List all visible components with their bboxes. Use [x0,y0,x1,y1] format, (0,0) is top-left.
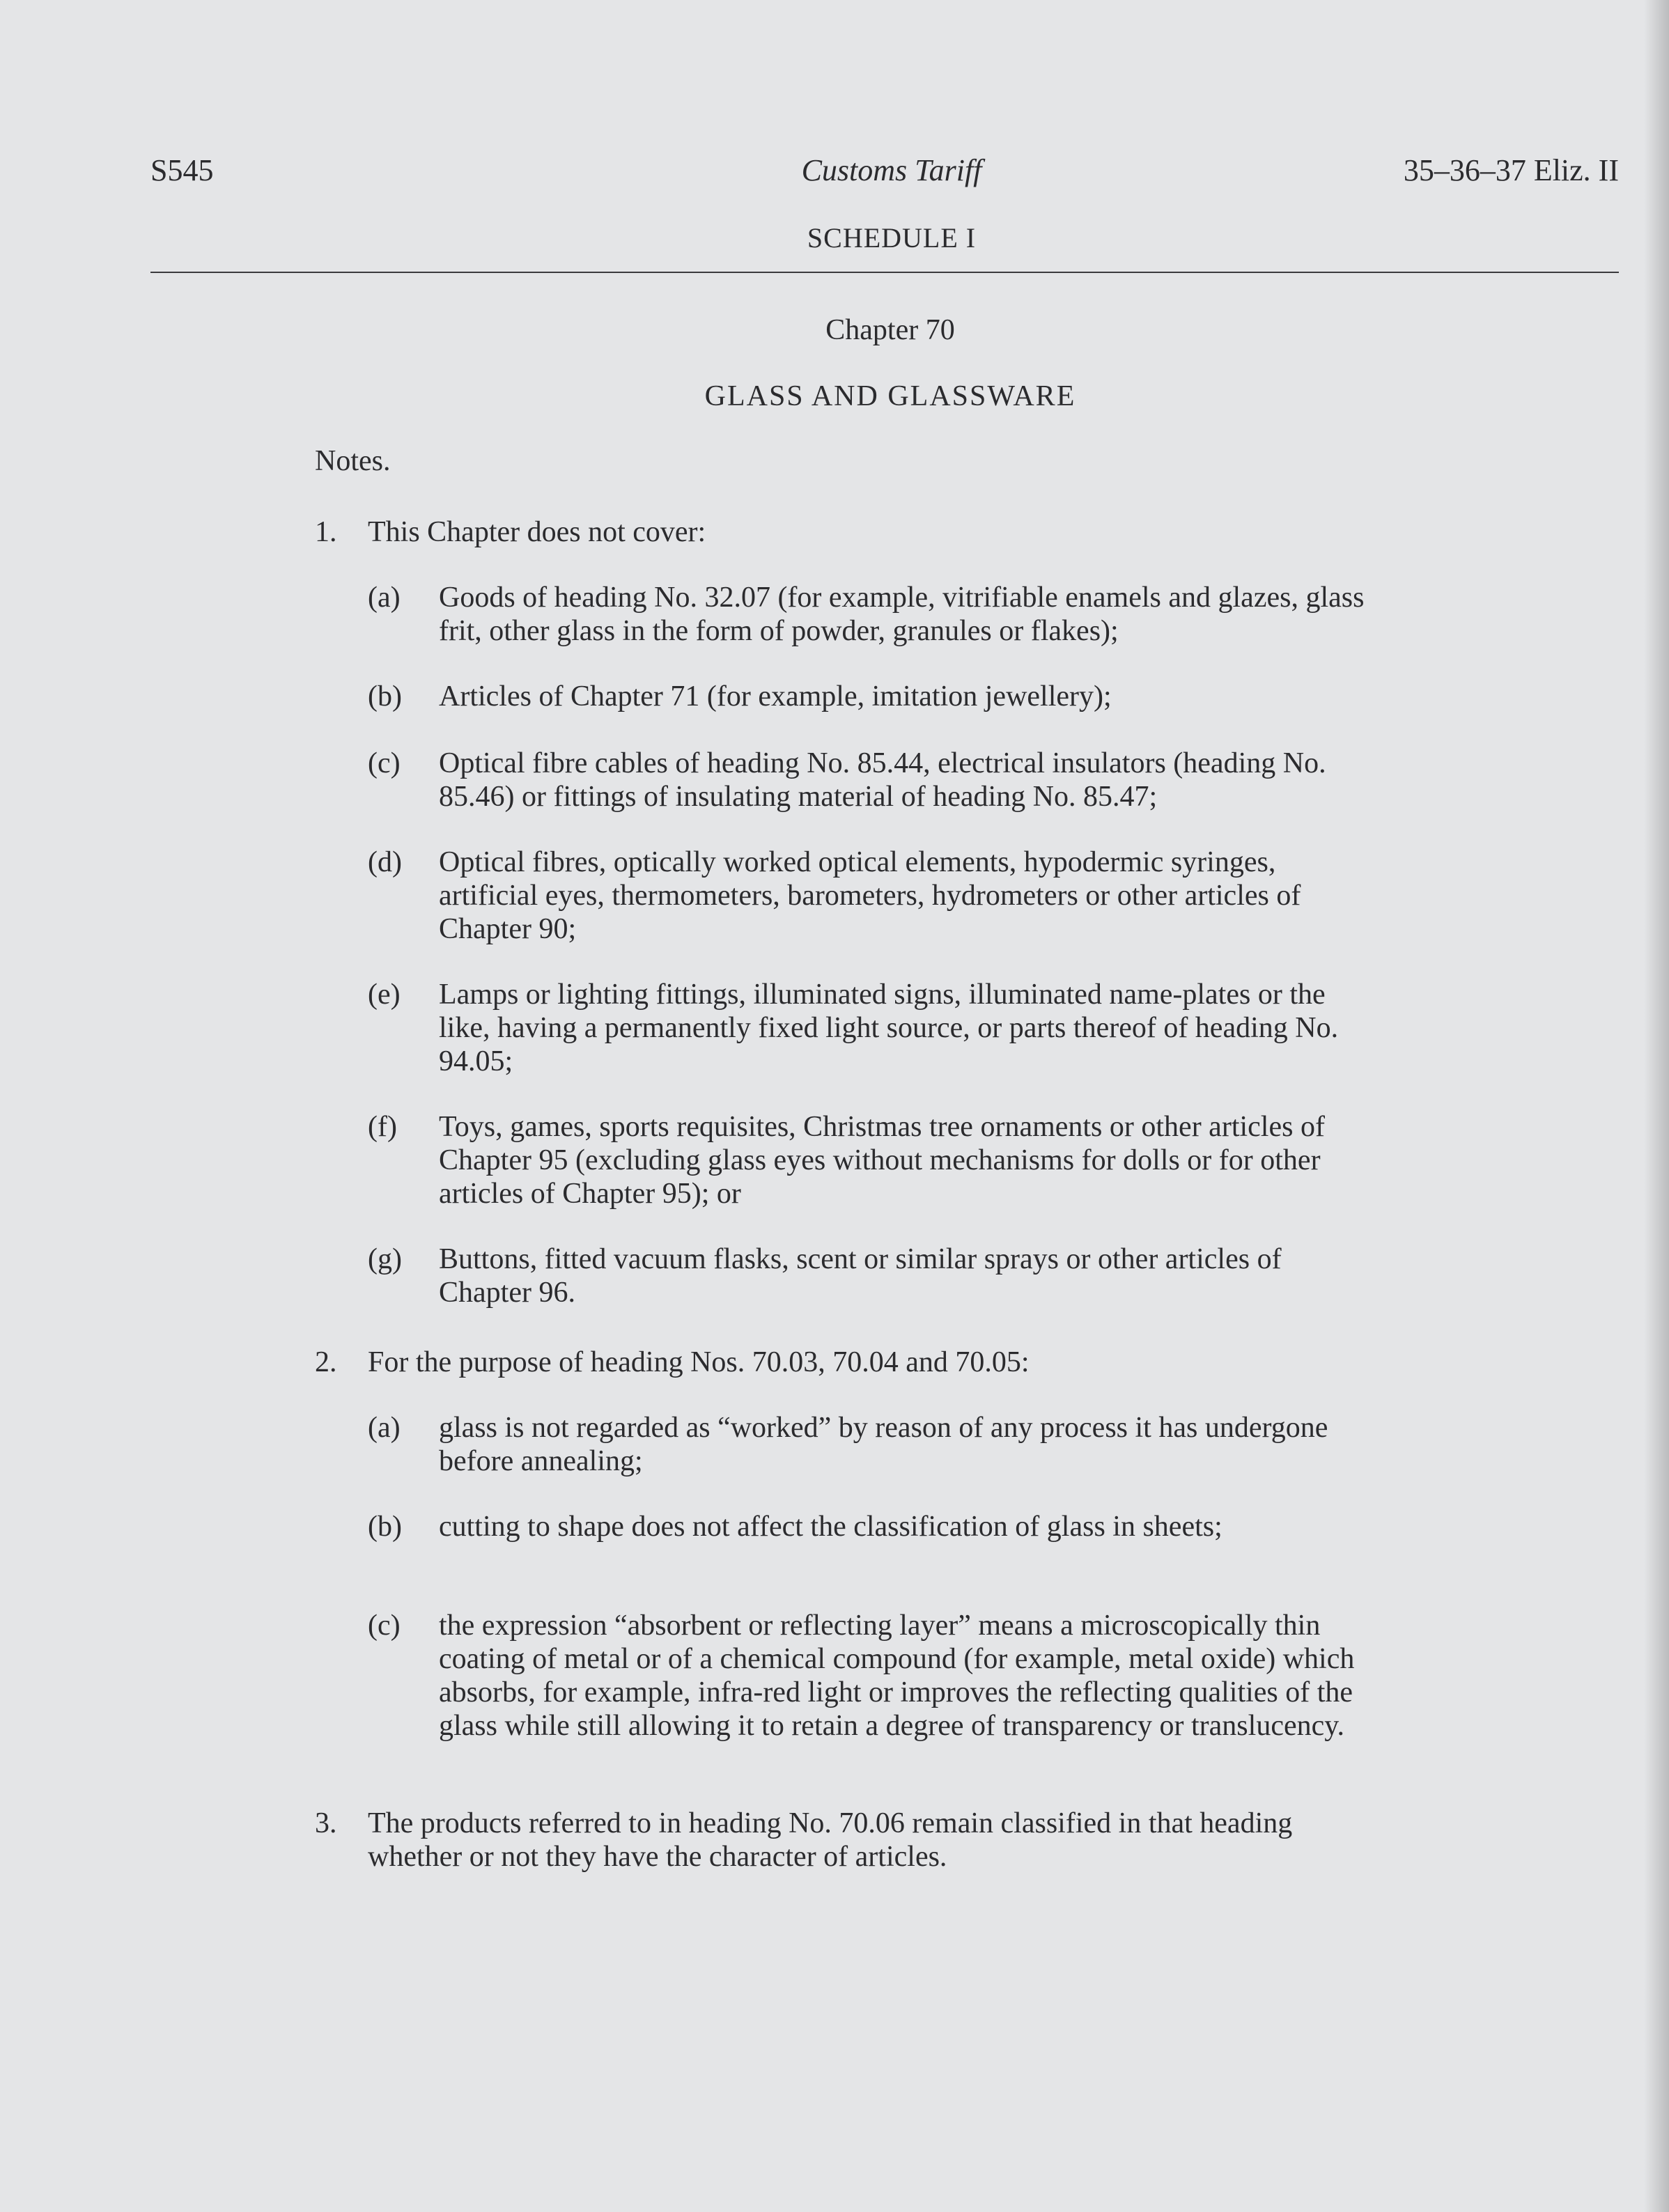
item-line: artificial eyes, thermometers, barometers, hydrometers or other articles of [439,880,1301,912]
chapter-title: GLASS AND GLASSWARE [704,380,1076,412]
item-line: Chapter 95 (excluding glass eyes without mechanisms for dolls or for other [439,1144,1321,1176]
item-line: absorbs, for example, infra-red light or improves the reflecting qualities of the [439,1676,1353,1708]
item-line: like, having a permanently fixed light source, or parts thereof of heading No. [439,1012,1339,1044]
item-line: Goods of heading No. 32.07 (for example, vitrifiable enamels and glazes, glass [439,582,1365,614]
item-line: Toys, games, sports requisites, Christmas tree ornaments or other articles of [439,1111,1325,1143]
item-letter: (a) [368,1412,401,1444]
item-letter: (g) [368,1243,402,1275]
item-line: Articles of Chapter 71 (for example, imitation jewellery); [439,680,1112,712]
item-line: glass while still allowing it to retain a degree of transparency or translucency. [439,1710,1345,1742]
item-line: Optical fibres, optically worked optical elements, hypodermic syringes, [439,846,1276,878]
item-letter: (f) [368,1111,397,1143]
item-letter: (a) [368,582,401,614]
header-rule [150,272,1619,273]
item-line: cutting to shape does not affect the classification of glass in sheets; [439,1511,1222,1543]
statute-reference: 35–36–37 Eliz. II [1403,153,1619,187]
item-line: 85.46) or fittings of insulating material of heading No. 85.47; [439,781,1158,813]
item-line: Buttons, fitted vacuum flasks, scent or similar sprays or other articles of [439,1243,1282,1275]
item-line: articles of Chapter 95); or [439,1178,741,1210]
note-number: 3. [315,1807,337,1839]
item-line: Optical fibre cables of heading No. 85.44, electrical insulators (heading No. [439,747,1326,779]
note-text: whether or not they have the character of articles. [368,1841,947,1873]
item-letter: (e) [368,979,401,1011]
note-text: This Chapter does not cover: [368,516,706,548]
item-letter: (b) [368,1511,402,1543]
item-letter: (b) [368,680,402,712]
chapter-heading: Chapter 70 [825,314,955,346]
item-letter: (d) [368,846,402,878]
item-line: before annealing; [439,1445,643,1477]
notes-label: Notes. [315,445,391,477]
note-number: 1. [315,516,337,548]
item-line: glass is not regarded as “worked” by reason of any process it has undergone [439,1412,1328,1444]
item-letter: (c) [368,1610,401,1642]
running-title: Customs Tariff [801,153,982,187]
note-text: The products referred to in heading No. 70.06 remain classified in that heading [368,1807,1293,1839]
item-line: 94.05; [439,1045,513,1077]
note-number: 2. [315,1346,337,1378]
page-number: S545 [150,153,214,187]
item-line: Lamps or lighting fittings, illuminated signs, illuminated name-plates or the [439,979,1326,1011]
item-line: Chapter 96. [439,1277,575,1309]
note-text: For the purpose of heading Nos. 70.03, 70.04 and 70.05: [368,1346,1030,1378]
schedule-heading: SCHEDULE I [807,222,977,254]
item-line: frit, other glass in the form of powder, granules or flakes); [439,615,1119,647]
item-line: the expression “absorbent or reflecting layer” means a microscopically thin [439,1610,1321,1642]
item-line: Chapter 90; [439,913,577,945]
item-letter: (c) [368,747,401,779]
item-line: coating of metal or of a chemical compound (for example, metal oxide) which [439,1643,1355,1675]
